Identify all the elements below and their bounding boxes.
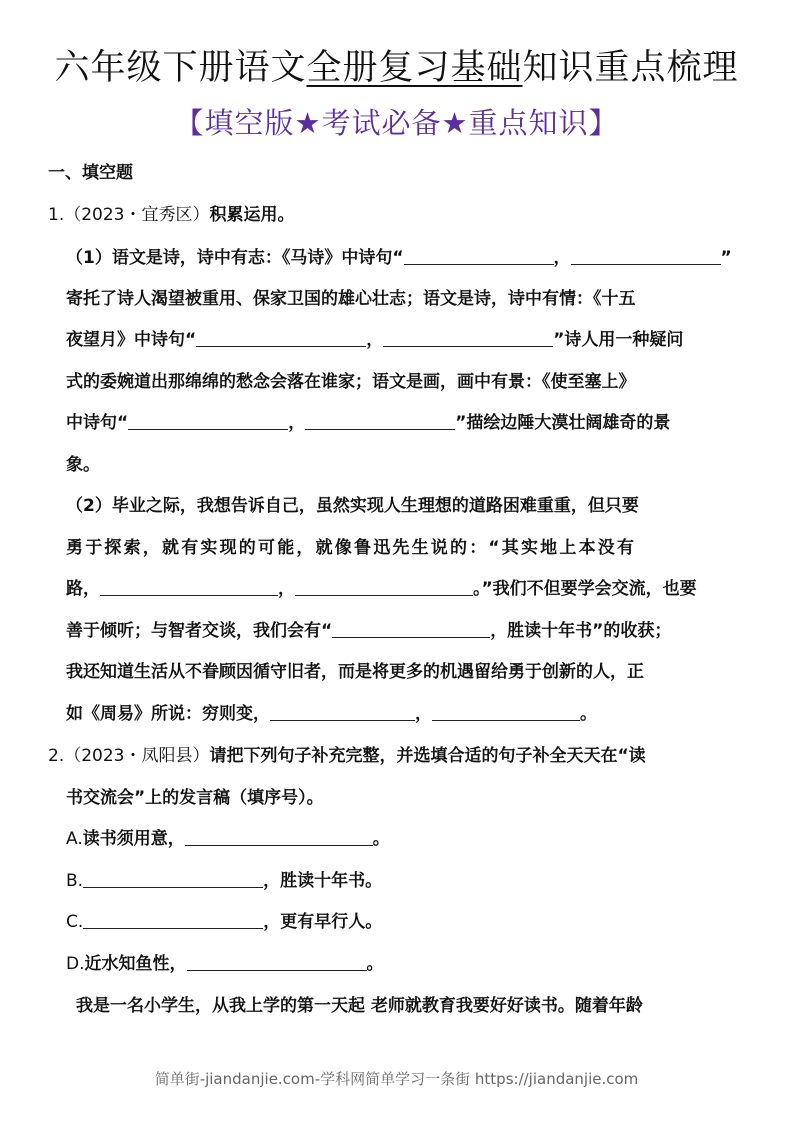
text: 读书须用意， (82, 829, 185, 849)
q1-line-5 (66, 410, 670, 436)
fill-blank[interactable] (295, 577, 473, 596)
option-label: A. (66, 829, 83, 849)
text: ， (553, 248, 571, 268)
text: 如《周易》所说：穷则变， (66, 704, 270, 724)
text: 路， (66, 579, 100, 599)
q1-line-6: 象。 (66, 455, 100, 475)
question-source: （2023・凤阳县） (64, 746, 210, 766)
fill-blank[interactable] (83, 910, 263, 929)
document-title (0, 44, 793, 92)
section-heading: 一、填空题 (48, 163, 133, 183)
text: 近水知鱼性， (84, 954, 187, 974)
title-pre: 六年级下册语文 (54, 48, 307, 88)
fill-blank[interactable] (432, 702, 580, 721)
option-c (66, 909, 382, 935)
option-label: D. (66, 954, 85, 974)
text: 。 (372, 829, 390, 849)
q1-line-10 (66, 618, 671, 644)
q1-line-7: （2）毕业之际，我想告诉自己，虽然实现人生理想的道路困难重重，但只要 (66, 496, 639, 516)
fill-blank[interactable] (404, 246, 554, 265)
fill-blank[interactable] (187, 952, 367, 971)
fill-blank[interactable] (196, 328, 366, 347)
text: （1）语文是诗，诗中有志：《马诗》中诗句“ (66, 248, 404, 268)
question-source: （2023・宜秀区） (64, 205, 210, 225)
title-underlined: 全册复习基础 (306, 48, 523, 88)
q1-line-4: 式的委婉道出那绵绵的愁念会落在谁家；语文是画，画中有景：《使至塞上》 (66, 372, 636, 392)
q1-line-11: 我还知道生活从不眷顾因循守旧者，而是将更多的机遇留给勇于创新的人，正 (66, 662, 644, 682)
fill-blank[interactable] (185, 827, 373, 846)
title-post: 知识重点梳理 (522, 48, 739, 88)
question-2-prompt-cont: 书交流会”上的发言稿（填序号）。 (66, 788, 324, 808)
text: ，胜读十年书”的收获； (490, 621, 672, 641)
document-subtitle: 【填空版★考试必备★重点知识】 (174, 106, 619, 140)
q1-line-3 (66, 327, 683, 353)
fill-blank[interactable] (332, 619, 490, 638)
text: ”诗人用一种疑问 (553, 330, 684, 350)
fill-blank[interactable] (128, 411, 288, 430)
passage-text: 我是一名小学生，从我上学的第一天起 老师就教育我要好好读书。随着年龄 (76, 996, 643, 1016)
q1-line-8: 勇于探索，就有实现的可能，就像鲁迅先生说的：“其实地上本没有 (66, 538, 637, 558)
text: 。”我们不但要学会交流，也要 (473, 579, 697, 599)
option-d (66, 951, 384, 977)
q1-line-1 (66, 245, 732, 271)
text: 。 (580, 704, 597, 724)
question-prompt: 请把下列句子补充完整，并选填合适的句子补全天天在“读 (209, 746, 646, 766)
fill-blank[interactable] (383, 328, 553, 347)
text: 中诗句“ (66, 413, 129, 433)
option-label: C. (66, 912, 84, 932)
text: ， (278, 579, 295, 599)
text: 善于倾听；与智者交谈，我们会有“ (66, 621, 333, 641)
page-footer: 简单街-jiandanjie.com-学科网简单学习一条街 https://jiandanjie.com (154, 1070, 639, 1088)
q1-line-9 (66, 576, 697, 602)
text: ， (415, 704, 432, 724)
fill-blank[interactable] (571, 246, 721, 265)
fill-blank[interactable] (270, 702, 415, 721)
text: ”描绘边陲大漠壮阔雄奇的景 (455, 413, 671, 433)
q1-line-12 (66, 701, 597, 727)
question-2-header (48, 743, 646, 769)
fill-blank[interactable] (100, 577, 278, 596)
text: ” (720, 248, 732, 268)
q1-line-2: 寄托了诗人渴望被重用、保家卫国的雄心壮志；语文是诗，诗中有情：《十五 (66, 289, 636, 309)
fill-blank[interactable] (83, 869, 263, 888)
text: 。 (366, 954, 384, 974)
text: ， (366, 330, 384, 350)
text: ， (288, 413, 306, 433)
question-prompt: 积累运用。 (209, 205, 295, 225)
option-b (66, 868, 382, 894)
question-number: 2. (48, 746, 65, 766)
question-1-header (48, 202, 295, 228)
option-a (66, 826, 390, 852)
fill-blank[interactable] (305, 411, 455, 430)
question-number: 1. (48, 205, 65, 225)
option-label: B. (66, 871, 84, 891)
text: 夜望月》中诗句“ (66, 330, 197, 350)
text: ，更有早行人。 (263, 912, 383, 932)
text: ，胜读十年书。 (263, 871, 383, 891)
